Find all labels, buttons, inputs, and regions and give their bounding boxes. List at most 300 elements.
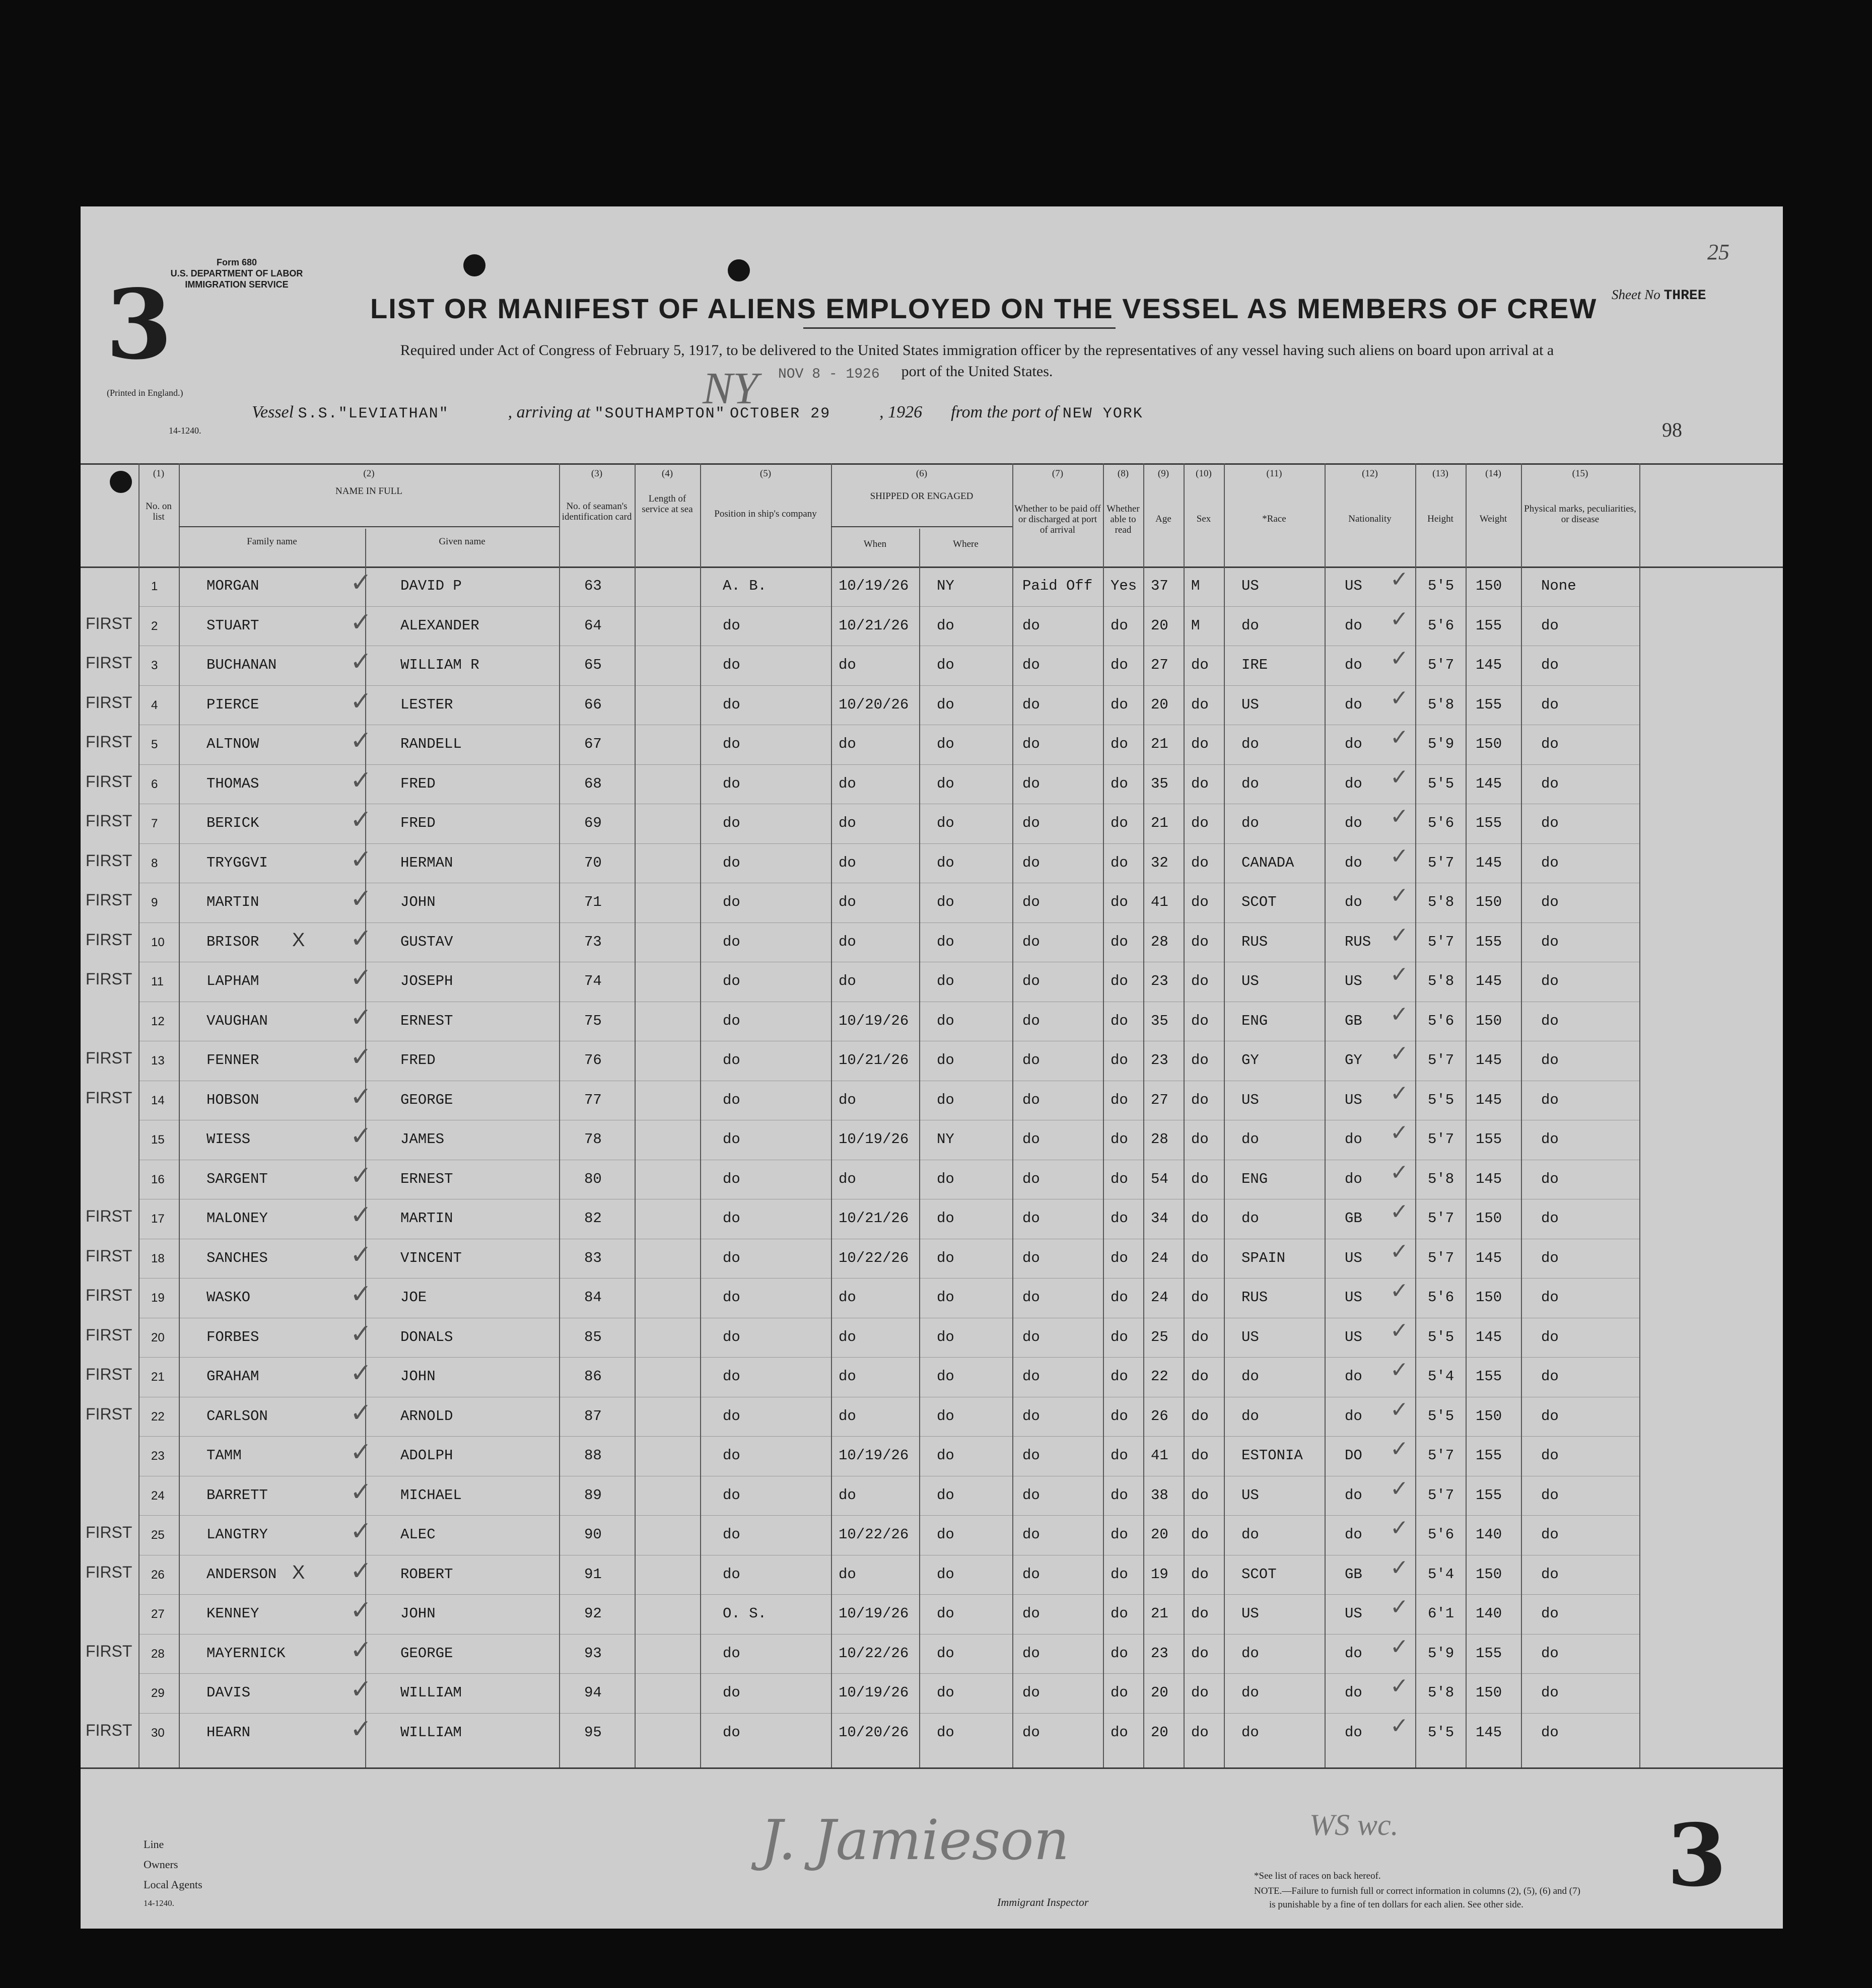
column-number: (6) — [916, 468, 928, 479]
paid-off: do — [1022, 1052, 1040, 1069]
margin-annotation: FIRST — [86, 733, 132, 751]
check-mark-icon: ✓ — [350, 1635, 372, 1665]
check-mark-icon: ✓ — [1390, 1634, 1409, 1660]
physical-marks: do — [1541, 1210, 1559, 1227]
sex: do — [1191, 815, 1209, 831]
position: do — [723, 696, 740, 713]
check-mark-icon: ✓ — [1390, 1120, 1409, 1146]
column-number: (12) — [1362, 468, 1378, 479]
nationality: do — [1345, 657, 1362, 673]
vessel-label: Vessel — [252, 403, 294, 421]
paid-off: do — [1022, 1249, 1040, 1266]
age: 32 — [1151, 854, 1168, 871]
paid-off: do — [1022, 973, 1040, 989]
physical-marks: do — [1541, 1052, 1559, 1069]
shipped-where: do — [937, 696, 954, 713]
race: do — [1241, 1684, 1259, 1701]
race: do — [1241, 736, 1259, 752]
physical-marks: do — [1541, 1328, 1559, 1345]
margin-annotation: FIRST — [86, 1365, 132, 1383]
column-header: Age — [1155, 514, 1171, 524]
able-to-read: do — [1111, 696, 1128, 713]
age: 21 — [1151, 736, 1168, 752]
position: A. B. — [723, 578, 767, 594]
physical-marks: do — [1541, 1249, 1559, 1266]
family-name: LANGTRY — [206, 1526, 268, 1543]
shipped-where: do — [937, 657, 954, 673]
card-number: 73 — [584, 933, 602, 950]
shipped-when: do — [839, 1368, 856, 1385]
punch-hole — [110, 471, 132, 493]
check-mark-icon: ✓ — [1390, 962, 1409, 987]
sex: do — [1191, 1131, 1209, 1148]
age: 23 — [1151, 973, 1168, 989]
physical-marks: do — [1541, 1131, 1559, 1148]
able-to-read: do — [1111, 1289, 1128, 1306]
weight: 150 — [1476, 1210, 1502, 1227]
shipped-where: do — [937, 1486, 954, 1504]
height: 5'7 — [1428, 657, 1454, 673]
able-to-read: do — [1111, 1684, 1128, 1701]
shipped-where: do — [937, 1091, 954, 1108]
weight: 145 — [1476, 1724, 1502, 1741]
row-number: 22 — [151, 1409, 165, 1424]
card-number: 80 — [584, 1170, 602, 1187]
subheader-rule — [831, 526, 1012, 527]
race: do — [1241, 1724, 1259, 1741]
margin-annotation: FIRST — [86, 1246, 132, 1265]
check-mark-icon: ✓ — [1390, 1001, 1409, 1027]
sex: do — [1191, 1368, 1209, 1385]
family-name: ALTNOW — [206, 736, 259, 752]
card-number: 76 — [584, 1052, 602, 1069]
arrival-year: , 1926 — [879, 403, 923, 421]
shipped-when: do — [839, 815, 856, 831]
sex: do — [1191, 657, 1209, 673]
sheet-value: THREE — [1663, 288, 1706, 304]
weight: 155 — [1476, 1368, 1502, 1385]
column-rule — [919, 529, 920, 1767]
weight: 150 — [1476, 736, 1502, 752]
subtitle-line: port of the United States. — [901, 363, 1053, 380]
column-subheader: Given name — [439, 536, 486, 547]
column-number: (13) — [1432, 468, 1448, 479]
nationality: do — [1345, 1407, 1362, 1425]
card-number: 63 — [584, 578, 602, 594]
family-name: FENNER — [206, 1052, 259, 1069]
nationality: GY — [1345, 1052, 1362, 1069]
given-name: GEORGE — [400, 1645, 453, 1662]
row-rule — [138, 1515, 1639, 1516]
shipped-when: 10/21/26 — [839, 1052, 909, 1069]
sex: do — [1191, 1249, 1209, 1266]
weight: 140 — [1476, 1605, 1502, 1622]
able-to-read: do — [1111, 894, 1128, 910]
given-name: MARTIN — [400, 1210, 453, 1227]
age: 21 — [1151, 815, 1168, 831]
check-mark-icon: ✓ — [350, 1397, 372, 1428]
weight: 145 — [1476, 775, 1502, 792]
position: do — [723, 1012, 740, 1029]
family-name: LAPHAM — [206, 973, 259, 989]
able-to-read: do — [1111, 1407, 1128, 1425]
family-name: BUCHANAN — [206, 657, 277, 673]
shipped-where: do — [937, 1052, 954, 1069]
given-name: JOE — [400, 1289, 427, 1306]
family-name: STUART — [206, 617, 259, 634]
column-rule — [635, 463, 636, 1767]
column-header: Whether able to read — [1106, 504, 1140, 535]
shipped-when: 10/22/26 — [839, 1249, 909, 1266]
family-name: DAVIS — [206, 1684, 251, 1701]
subtitle — [206, 340, 1748, 382]
shipped-when: do — [839, 1170, 856, 1187]
column-rule — [179, 463, 180, 1767]
row-number: 19 — [151, 1291, 165, 1305]
margin-annotation: FIRST — [86, 614, 132, 632]
physical-marks: do — [1541, 1368, 1559, 1385]
sex: do — [1191, 1407, 1209, 1425]
check-mark-icon: ✓ — [1390, 606, 1409, 632]
age: 37 — [1151, 578, 1168, 594]
able-to-read: do — [1111, 1052, 1128, 1069]
given-name: RANDELL — [400, 736, 462, 752]
height: 5'7 — [1428, 1052, 1454, 1069]
shipped-where: do — [937, 1566, 954, 1583]
race: SCOT — [1241, 894, 1277, 910]
given-name: FRED — [400, 1052, 436, 1069]
check-mark-icon: ✓ — [1390, 1396, 1409, 1423]
physical-marks: do — [1541, 1486, 1559, 1504]
height: 5'9 — [1428, 736, 1454, 752]
margin-annotation: FIRST — [86, 1088, 132, 1107]
position: do — [723, 1091, 740, 1108]
height: 5'8 — [1428, 1170, 1454, 1187]
check-mark-icon: ✓ — [1390, 1159, 1409, 1185]
check-mark-icon: ✓ — [350, 1318, 372, 1349]
given-name: LESTER — [400, 696, 453, 713]
height: 5'5 — [1428, 775, 1454, 792]
row-number: 5 — [151, 738, 158, 751]
shipped-where: do — [937, 1170, 954, 1187]
nationality: DO — [1345, 1447, 1362, 1464]
margin-annotation: FIRST — [86, 772, 132, 791]
height: 5'5 — [1428, 1091, 1454, 1108]
paid-off: do — [1022, 1605, 1040, 1622]
able-to-read: do — [1111, 775, 1128, 792]
check-mark-icon: ✓ — [350, 1674, 372, 1705]
shipped-where: do — [937, 1645, 954, 1662]
height: 5'6 — [1428, 815, 1454, 831]
paid-off: do — [1022, 1091, 1040, 1108]
family-name: WIESS — [206, 1131, 251, 1148]
shipped-where: do — [937, 933, 954, 950]
position: do — [723, 1368, 740, 1385]
check-mark-icon: ✓ — [1390, 1041, 1409, 1067]
column-number: (1) — [153, 468, 165, 479]
sheet-number — [1612, 287, 1706, 304]
given-name: DAVID P — [400, 578, 462, 594]
physical-marks: do — [1541, 1684, 1559, 1701]
sex: do — [1191, 1486, 1209, 1504]
row-rule — [138, 764, 1639, 765]
paid-off: do — [1022, 1012, 1040, 1029]
height: 5'7 — [1428, 1249, 1454, 1266]
shipped-when: 10/21/26 — [839, 617, 909, 634]
position: do — [723, 1724, 740, 1741]
given-name: ROBERT — [400, 1566, 453, 1583]
family-name: MORGAN — [206, 578, 259, 594]
row-number: 28 — [151, 1647, 165, 1661]
family-name: TRYGGVI — [206, 854, 268, 871]
shipped-where: do — [937, 617, 954, 634]
card-number: 67 — [584, 736, 602, 752]
nationality: do — [1345, 1645, 1362, 1662]
column-header: *Race — [1262, 514, 1286, 524]
physical-marks: do — [1541, 1447, 1559, 1464]
x-mark: X — [292, 1561, 305, 1583]
age: 26 — [1151, 1407, 1168, 1425]
row-number: 20 — [151, 1330, 165, 1344]
family-name: FORBES — [206, 1328, 259, 1345]
nationality: do — [1345, 1486, 1362, 1504]
able-to-read: do — [1111, 1447, 1128, 1464]
shipped-where: do — [937, 1684, 954, 1701]
nationality: US — [1345, 1091, 1362, 1108]
check-mark-icon: ✓ — [1390, 1673, 1409, 1699]
column-rule — [1466, 463, 1467, 1767]
card-number: 69 — [584, 815, 602, 831]
check-mark-icon: ✓ — [350, 1476, 372, 1507]
paid-off: do — [1022, 736, 1040, 752]
check-mark-icon: ✓ — [350, 1437, 372, 1467]
arrival-date: OCTOBER 29 — [730, 405, 831, 422]
margin-annotation: FIRST — [86, 930, 132, 949]
weight: 150 — [1476, 894, 1502, 910]
check-mark-icon: ✓ — [1390, 1436, 1409, 1462]
check-mark-icon: ✓ — [350, 1042, 372, 1072]
height: 5'5 — [1428, 578, 1454, 594]
age: 20 — [1151, 1526, 1168, 1543]
able-to-read: do — [1111, 657, 1128, 673]
race: do — [1241, 1131, 1259, 1148]
given-name: JOHN — [400, 1368, 436, 1385]
check-mark-icon: ✓ — [350, 1516, 372, 1546]
department: U.S. DEPARTMENT OF LABOR — [170, 268, 303, 278]
sex: M — [1191, 578, 1200, 594]
margin-annotation: FIRST — [86, 1325, 132, 1344]
row-rule — [138, 1357, 1639, 1358]
paid-off: do — [1022, 933, 1040, 950]
check-mark-icon: ✓ — [350, 1595, 372, 1625]
table-top-rule — [81, 463, 1783, 465]
column-rule — [1415, 463, 1416, 1767]
height: 5'8 — [1428, 1684, 1454, 1701]
paid-off: do — [1022, 1368, 1040, 1385]
arriving-label: , arriving at — [508, 403, 591, 421]
check-mark-icon: ✓ — [1390, 1238, 1409, 1264]
row-number: 11 — [151, 975, 164, 988]
physical-marks: do — [1541, 854, 1559, 871]
column-number: (11) — [1266, 468, 1282, 479]
physical-marks: do — [1541, 1526, 1559, 1543]
family-name: WASKO — [206, 1289, 251, 1306]
age: 20 — [1151, 1724, 1168, 1741]
check-mark-icon: ✓ — [350, 805, 372, 835]
nationality: do — [1345, 1684, 1362, 1701]
sex: do — [1191, 854, 1209, 871]
position: do — [723, 933, 740, 950]
nationality: US — [1345, 1249, 1362, 1266]
row-number: 24 — [151, 1488, 165, 1503]
row-rule — [138, 1673, 1639, 1674]
column-rule — [1224, 463, 1225, 1767]
margin-annotation: FIRST — [86, 970, 132, 988]
able-to-read: do — [1111, 1605, 1128, 1622]
weight: 155 — [1476, 1486, 1502, 1504]
age: 24 — [1151, 1289, 1168, 1306]
race: US — [1241, 1091, 1259, 1108]
age: 27 — [1151, 1091, 1168, 1108]
given-name: MICHAEL — [400, 1486, 462, 1504]
nationality: do — [1345, 1170, 1362, 1187]
paid-off: do — [1022, 1407, 1040, 1425]
row-number: 10 — [151, 935, 165, 949]
height: 5'8 — [1428, 973, 1454, 989]
weight: 145 — [1476, 854, 1502, 871]
paid-off: do — [1022, 1289, 1040, 1306]
column-header: Position in ship's company — [714, 509, 817, 519]
given-name: ARNOLD — [400, 1407, 453, 1425]
height: 5'8 — [1428, 894, 1454, 910]
given-name: HERMAN — [400, 854, 453, 871]
able-to-read: Yes — [1111, 578, 1137, 594]
nationality: US — [1345, 1605, 1362, 1622]
race: US — [1241, 578, 1259, 594]
row-number: 3 — [151, 659, 158, 672]
age: 21 — [1151, 1605, 1168, 1622]
able-to-read: do — [1111, 736, 1128, 752]
able-to-read: do — [1111, 1724, 1128, 1741]
height: 5'7 — [1428, 854, 1454, 871]
check-mark-icon: ✓ — [350, 1714, 372, 1744]
nationality: US — [1345, 1328, 1362, 1345]
card-number: 70 — [584, 854, 602, 871]
margin-annotation: FIRST — [86, 654, 132, 672]
check-mark-icon: ✓ — [350, 1200, 372, 1230]
height: 5'9 — [1428, 1645, 1454, 1662]
paid-off: do — [1022, 815, 1040, 831]
stamp-initials: NY — [703, 364, 758, 413]
age: 19 — [1151, 1566, 1168, 1583]
check-mark-icon: ✓ — [1390, 1713, 1409, 1739]
able-to-read: do — [1111, 1566, 1128, 1583]
footnote-fine: NOTE.—Failure to furnish full or correct information in columns (2), (5), (6) and (7) — [1254, 1886, 1580, 1896]
paid-off: do — [1022, 1328, 1040, 1345]
position: do — [723, 854, 740, 871]
check-mark-icon: ✓ — [1390, 922, 1409, 948]
arriving-port: "SOUTHAMPTON" — [594, 405, 726, 422]
check-mark-icon: ✓ — [350, 765, 372, 796]
height: 5'6 — [1428, 1289, 1454, 1306]
physical-marks: do — [1541, 1012, 1559, 1029]
age: 41 — [1151, 894, 1168, 910]
row-number: 18 — [151, 1251, 165, 1265]
row-number: 25 — [151, 1528, 165, 1542]
paid-off: do — [1022, 1684, 1040, 1701]
weight: 145 — [1476, 1170, 1502, 1187]
position: do — [723, 1645, 740, 1662]
paid-off: do — [1022, 696, 1040, 713]
check-mark-icon: ✓ — [350, 963, 372, 993]
footer-agents: Local Agents — [144, 1878, 202, 1891]
header-bottom-rule — [81, 566, 1783, 568]
shipped-when: 10/19/26 — [839, 1605, 909, 1622]
check-mark-icon: ✓ — [350, 726, 372, 756]
column-header: Weight — [1479, 514, 1507, 524]
weight: 145 — [1476, 657, 1502, 673]
sex: do — [1191, 1566, 1209, 1583]
card-number: 74 — [584, 973, 602, 989]
check-mark-icon: ✓ — [350, 1358, 372, 1388]
paid-off: do — [1022, 894, 1040, 910]
shipped-when: do — [839, 1328, 856, 1345]
position: do — [723, 1328, 740, 1345]
height: 5'5 — [1428, 1724, 1454, 1741]
check-mark-icon: ✓ — [350, 686, 372, 717]
family-name: BERICK — [206, 815, 259, 831]
shipped-where: do — [937, 1605, 954, 1622]
sex: do — [1191, 1012, 1209, 1029]
race: ENG — [1241, 1012, 1268, 1029]
column-rule — [559, 463, 560, 1767]
punch-hole — [728, 259, 750, 281]
check-mark-icon: ✓ — [1390, 725, 1409, 750]
shipped-when: do — [839, 736, 856, 752]
position: do — [723, 973, 740, 989]
column-header: No. on list — [146, 501, 172, 522]
physical-marks: do — [1541, 815, 1559, 831]
check-mark-icon: ✓ — [1390, 1357, 1409, 1383]
sex: do — [1191, 1091, 1209, 1108]
given-name: VINCENT — [400, 1249, 462, 1266]
able-to-read: do — [1111, 1328, 1128, 1345]
race: RUS — [1241, 1289, 1268, 1306]
page-mark: 25 — [1707, 240, 1729, 264]
paid-off: do — [1022, 1645, 1040, 1662]
age: 23 — [1151, 1052, 1168, 1069]
check-mark-icon: ✓ — [1390, 1594, 1409, 1620]
shipped-when: 10/20/26 — [839, 1724, 909, 1741]
shipped-where: do — [937, 1407, 954, 1425]
age: 34 — [1151, 1210, 1168, 1227]
sheet-label: Sheet No — [1612, 287, 1660, 302]
physical-marks: do — [1541, 1170, 1559, 1187]
column-number: (3) — [591, 468, 603, 479]
able-to-read: do — [1111, 1210, 1128, 1227]
given-name: FRED — [400, 775, 436, 792]
given-name: JAMES — [400, 1131, 445, 1148]
able-to-read: do — [1111, 1368, 1128, 1385]
age: 25 — [1151, 1328, 1168, 1345]
family-name: MARTIN — [206, 894, 259, 910]
card-number: 87 — [584, 1407, 602, 1425]
height: 5'6 — [1428, 1526, 1454, 1543]
given-name: GEORGE — [400, 1091, 453, 1108]
check-mark-icon: ✓ — [350, 844, 372, 875]
margin-annotation: FIRST — [86, 891, 132, 909]
position: do — [723, 1566, 740, 1583]
